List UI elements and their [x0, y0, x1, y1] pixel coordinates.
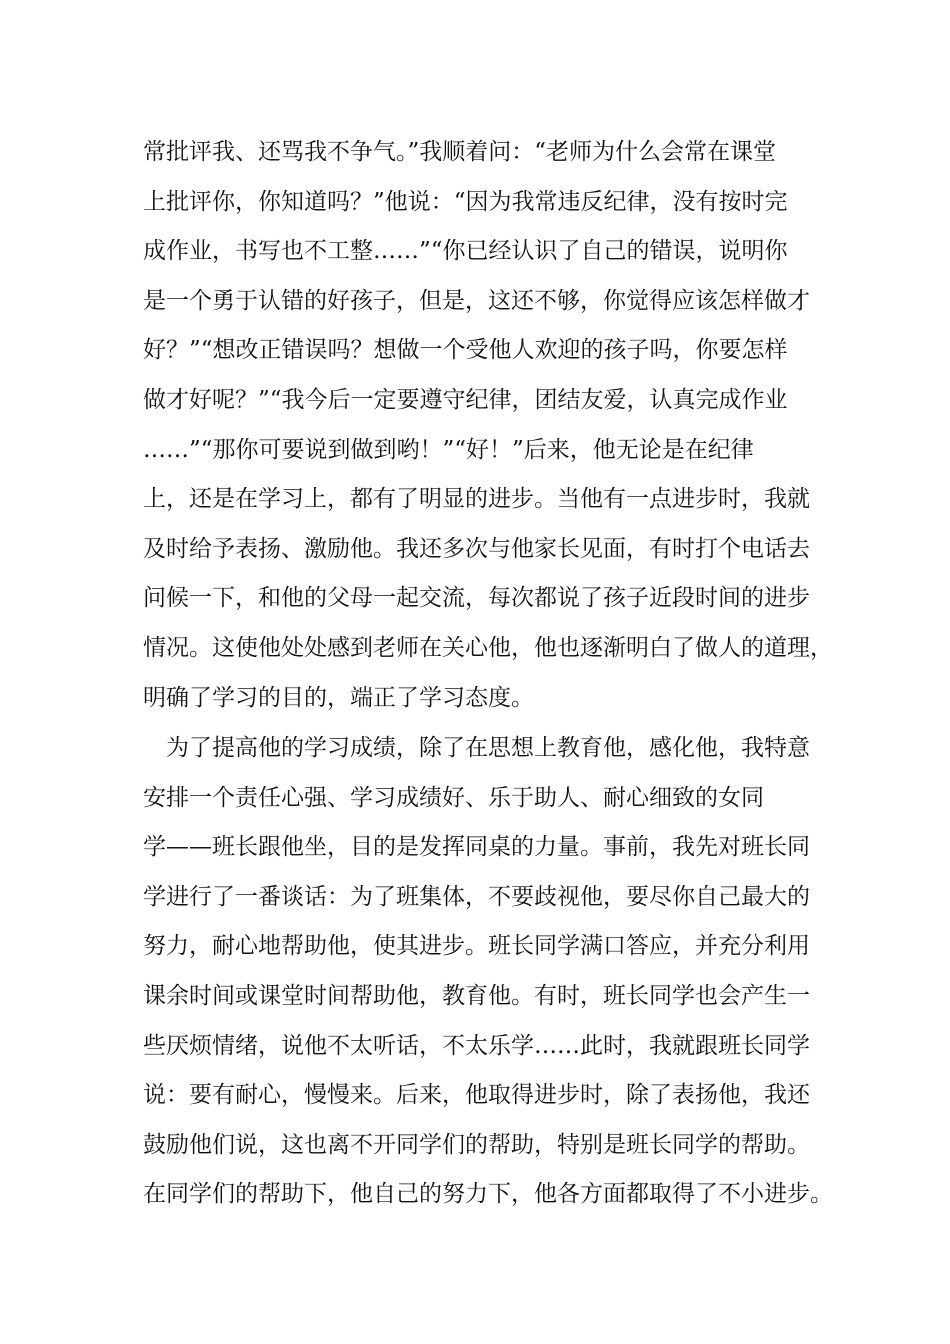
paragraph-line: 常批评我、还骂我不争气。”我顺着问：“老师为什么会常在课堂 [143, 139, 777, 165]
paragraph-line: 做才好呢？”“我今后一定要遵守纪律，团结友爱，认真完成作业 [143, 386, 788, 413]
paragraph-line: 问候一下，和他的父母一起交流，每次都说了孩子近段时间的进步 [143, 585, 810, 612]
paragraph-line: 成作业，书写也不工整……”“你已经认识了自己的错误，说明你 [143, 238, 788, 265]
paragraph-line: 上，还是在学习上，都有了明显的进步。当他有一点进步时，我就 [143, 486, 810, 513]
paragraph-line: 课余时间或课堂时间帮助他，教育他。有时，班长同学也会产生一 [143, 982, 810, 1009]
paragraph-line: 为了提高他的学习成绩，除了在思想上教育他，感化他，我特意 [166, 735, 810, 761]
paragraph-line: 上批评你，你知道吗？”他说：“因为我常违反纪律，没有按时完 [143, 188, 788, 215]
paragraph-line: 及时给予表扬、激励他。我还多次与他家长见面，有时打个电话去 [143, 535, 810, 562]
paragraph-line: 说：要有耐心，慢慢来。后来，他取得进步时，除了表扬他，我还 [143, 1082, 810, 1109]
paragraph-line: 鼓励他们说，这也离不开同学们的帮助，特别是班长同学的帮助。 [143, 1131, 810, 1158]
paragraph-1 [143, 128, 833, 723]
paragraph-2 [143, 724, 833, 1220]
paragraph-line: 在同学们的帮助下，他自己的努力下，他各方面都取得了不小进步。 [143, 1181, 833, 1208]
paragraph-line: 是一个勇于认错的好孩子，但是，这还不够，你觉得应该怎样做才 [143, 287, 810, 314]
paragraph-line: 好？”“想改正错误吗？想做一个受他人欢迎的孩子吗，你要怎样 [143, 337, 788, 364]
paragraph-line: 努力，耐心地帮助他，使其进步。班长同学满口答应，并充分利用 [143, 933, 810, 960]
paragraph-line: 安排一个责任心强、学习成绩好、乐于助人、耐心细致的女同 [143, 784, 764, 811]
paragraph-line: 情况。这使他处处感到老师在关心他，他也逐渐明白了做人的道理， [143, 634, 833, 661]
paragraph-line: 学——班长跟他坐，目的是发挥同桌的力量。事前，我先对班长同 [143, 834, 810, 861]
paragraph-line: ……”“那你可要说到做到哟！”“好！”后来，他无论是在纪律 [143, 436, 754, 463]
paragraph-line: 学进行了一番谈话：为了班集体，不要歧视他，要尽你自己最大的 [143, 883, 810, 910]
paragraph-line: 明确了学习的目的，端正了学习态度。 [143, 684, 534, 711]
paragraph-line: 些厌烦情绪，说他不太听话，不太乐学……此时，我就跟班长同学 [143, 1032, 810, 1059]
